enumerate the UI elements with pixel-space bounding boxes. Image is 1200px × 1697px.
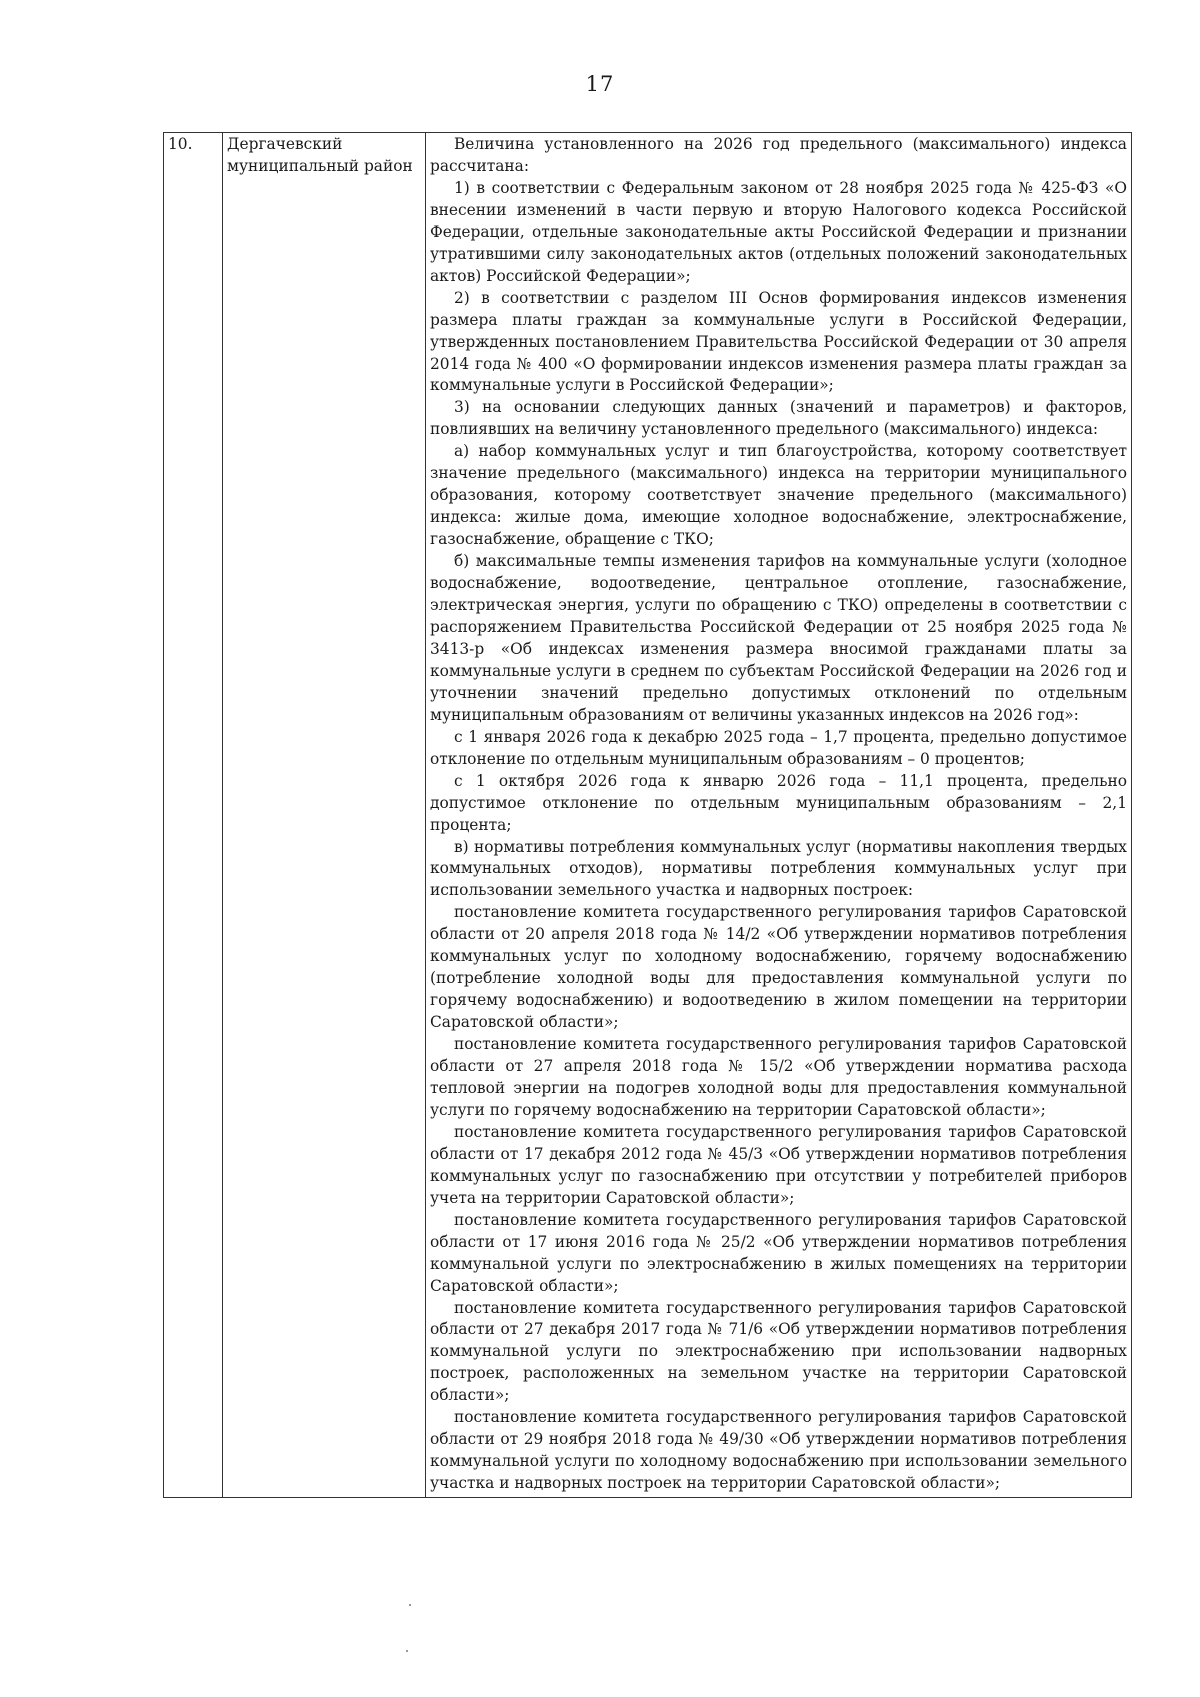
paragraph-resolution-25-2: постановление комитета государственного регулирования тарифов Саратовской области от 17 июня 2016 года № 25/2 «Об утверждении нормативов потребления коммунальной услуги по электроснабжению в жилых помещениях на территории Саратовской области»; (430, 1210, 1127, 1295)
paragraph-resolution-15-2: постановление комитета государственного регулирования тарифов Саратовской области от 27 апреля 2018 года № 15/2 «Об утверждении норматива расхода тепловой энергии на подогрев холодной воды для предоставления коммунальной услуги по горячему водоснабжению на территории Саратовской области»; (430, 1035, 1127, 1119)
document-table (163, 132, 1132, 1498)
paragraph-item-3v: в) нормативы потребления коммунальных услуг (нормативы накопления твердых коммунальных отходов), нормативы потребления коммунальных услуг при использовании земельного участка и надворных построек: (430, 837, 1127, 900)
paragraph-resolution-49-30: постановление комитета государственного регулирования тарифов Саратовской области от 29 ноября 2018 года № 49/30 «Об утверждении нормативов потребления коммунальной услуги по холодному водоснабжению при использовании земельного участка и надворных построек на территории Саратовской области»; (430, 1408, 1127, 1493)
paragraph-item-1: 1) в соответствии с Федеральным законом от 28 ноября 2025 года № 425-ФЗ «О внесении изменений в части первую и вторую Налогового кодекса Российской Федерации, отдельные законодательные акты Российской Федерации и признании утратившими силу законодательных актов (отдельных положений законодательных актов) Российской Федерации»; (430, 178, 1127, 285)
scan-speck (409, 1604, 411, 1606)
paragraph-index-january: с 1 января 2026 года к декабрю 2025 года – 1,7 процента, предельно допустимое отклонение по отдельным муниципальным образованиям – 0 процентов; (430, 727, 1127, 768)
paragraph-index-october: с 1 октября 2026 года к январю 2026 года – 11,1 процента, предельно допустимое отклонение по отдельным муниципальным образованиям – 2,1 процента; (430, 771, 1127, 834)
paragraph-item-3b: б) максимальные темпы изменения тарифов на коммунальные услуги (холодное водоснабжение, водоотведение, центральное отопление, газоснабжение, электрическая энергия, услуги по обращению с ТКО) определены в соответствии с распоряжением Правительства Российской Федерации от 25 ноября 2025 года № 3413-р «Об индексах изменения размера вносимой гражданами платы за коммунальные услуги в среднем по субъектам Российской Федерации на 2026 год и уточнении значений предельно допустимых отклонений по отдельным муниципальным образованиям от величины указанных индексов на 2026 год»: (430, 552, 1127, 724)
row-number-cell: 10. (164, 133, 223, 1498)
paragraph-resolution-71-6: постановление комитета государственного регулирования тарифов Саратовской области от 27 декабря 2017 года № 71/6 «Об утверждении нормативов потребления коммунальной услуги по электроснабжению при использовании надворных построек, расположенных на земельном участке на территории Саратовской области»; (430, 1298, 1127, 1405)
paragraph-item-2: 2) в соответствии с разделом III Основ формирования индексов изменения размера платы граждан за коммунальные услуги в Российской Федерации, утвержденных постановлением Правительства Российской Федерации от 30 апреля 2014 года № 400 «О формировании индексов изменения размера платы граждан за коммунальные услуги в Российской Федерации»; (430, 288, 1127, 395)
paragraph-item-3a: а) набор коммунальных услуг и тип благоустройства, которому соответствует значение предельного (максимального) индекса на территории муниципального образования, которому соответствует значение предельного (максимального) индекса: жилые дома, имеющие холодное водоснабжение, электроснабжение, газоснабжение, обращение с ТКО; (430, 442, 1127, 549)
page-number: 17 (585, 72, 615, 96)
paragraph-intro: Величина установленного на 2026 год предельного (максимального) индекса рассчитана: (430, 135, 1127, 175)
paragraph-item-3: 3) на основании следующих данных (значений и параметров) и факторов, повлиявших на величину установленного предельного (максимального) индекса: (430, 398, 1127, 439)
paragraph-resolution-14-2: постановление комитета государственного регулирования тарифов Саратовской области от 20 апреля 2018 года № 14/2 «Об утверждении нормативов потребления коммунальных услуг по холодному водоснабжению, горячему водоснабжению (потребление холодной воды для предоставления коммунальной услуги по горячему водоснабжению) и водоотведению в жилом помещении на территории Саратовской области»; (430, 903, 1127, 1032)
description-cell (426, 133, 1132, 1498)
table-row (164, 133, 1132, 1498)
district-name-cell: Дергачевский муниципальный район (223, 133, 426, 1498)
scan-speck (406, 1650, 408, 1652)
paragraph-resolution-45-3: постановление комитета государственного регулирования тарифов Саратовской области от 17 декабря 2012 года № 45/3 «Об утверждении нормативов потребления коммунальных услуг по газоснабжению при отсутствии у потребителей приборов учета на территории Саратовской области»; (430, 1122, 1127, 1207)
